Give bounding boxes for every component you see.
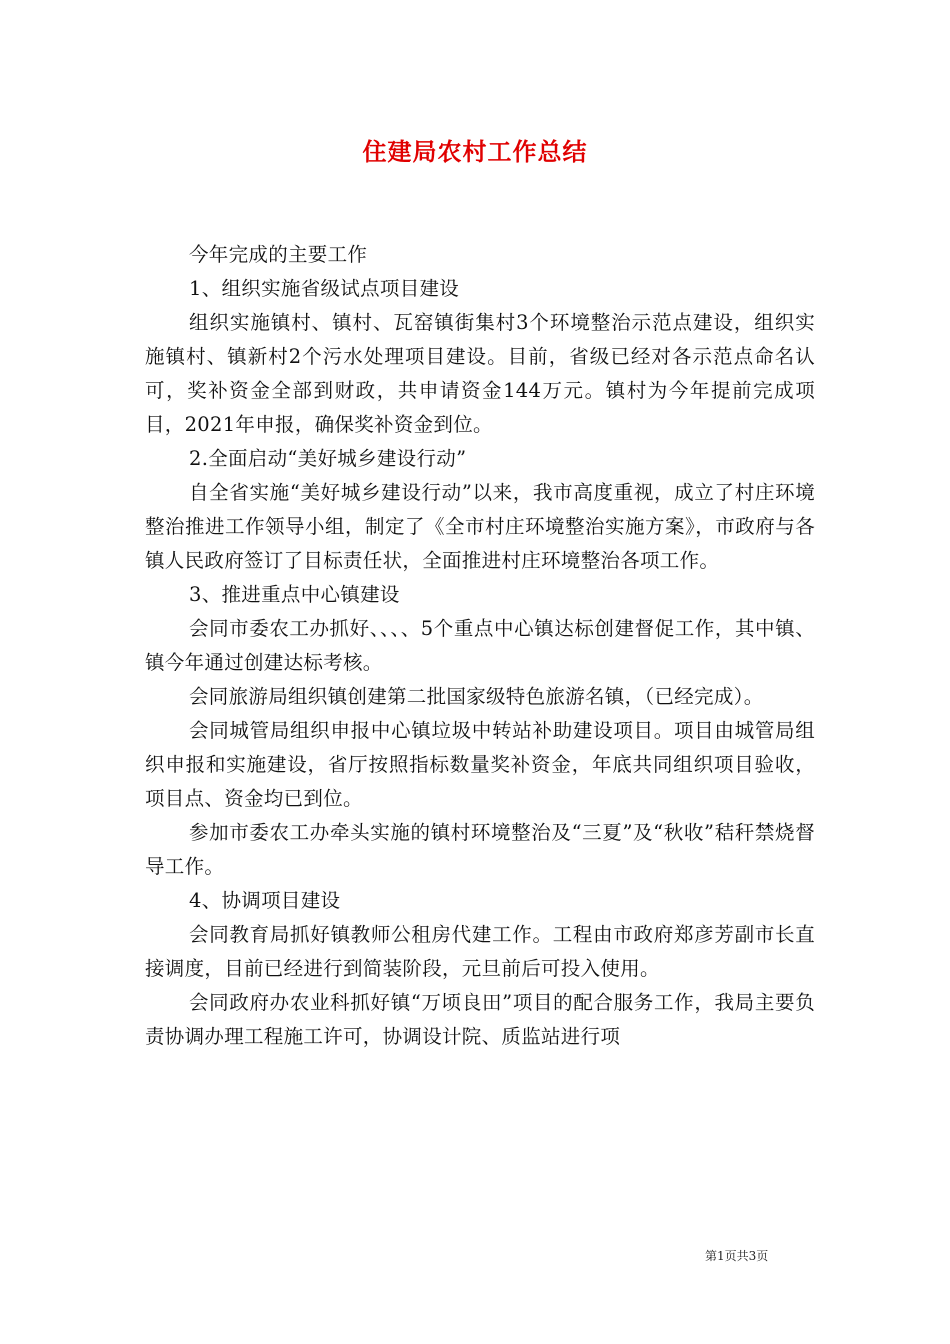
document-body — [145, 238, 815, 1054]
paragraph: 参加市委农工办牵头实施的镇村环境整治及“三夏”及“秋收”秸秆禁烧督导工作。 — [145, 821, 815, 878]
paragraph: 组织实施镇村、镇村、瓦窑镇街集村3个环境整治示范点建设，组织实施镇村、镇新村2个污水处理项目建设。目前，省级已经对各示范点命名认可，奖补资金全部到财政，共申请资金144万元。镇村为今年提前完成项目，2021年申报，确保奖补资金到位。 — [145, 311, 815, 436]
page-number: 第1页共3页 — [705, 1249, 769, 1263]
section-heading-2: 2.全面启动“美好城乡建设行动” — [189, 447, 467, 470]
section-heading-1: 1、组织实施省级试点项目建设 — [189, 277, 460, 300]
document-title: 住建局农村工作总结 — [362, 138, 588, 166]
paragraph: 会同政府办农业科抓好镇“万顷良田”项目的配合服务工作，我局主要负责协调办理工程施工许可，协调设计院、质监站进行项 — [145, 991, 815, 1048]
paragraph: 会同市委农工办抓好、、、、5个重点中心镇达标创建督促工作，其中镇、镇今年通过创建达标考核。 — [145, 617, 815, 674]
paragraph: 会同旅游局组织镇创建第二批国家级特色旅游名镇，（已经完成）。 — [189, 685, 764, 708]
section-heading-4: 4、协调项目建设 — [189, 889, 341, 912]
section-intro: 今年完成的主要工作 — [189, 243, 368, 266]
section-heading-3: 3、推进重点中心镇建设 — [189, 583, 400, 606]
paragraph: 自全省实施“美好城乡建设行动”以来，我市高度重视，成立了村庄环境整治推进工作领导小组，制定了《全市村庄环境整治实施方案》，市政府与各镇人民政府签订了目标责任状，全面推进村庄环境整治各项工作。 — [145, 481, 815, 572]
paragraph: 会同城管局组织申报中心镇垃圾中转站补助建设项目。项目由城管局组织申报和实施建设，省厅按照指标数量奖补资金，年底共同组织项目验收，项目点、资金均已到位。 — [145, 719, 815, 810]
paragraph: 会同教育局抓好镇教师公租房代建工作。工程由市政府郑彦芳副市长直接调度，目前已经进行到简装阶段，元旦前后可投入使用。 — [145, 923, 815, 980]
